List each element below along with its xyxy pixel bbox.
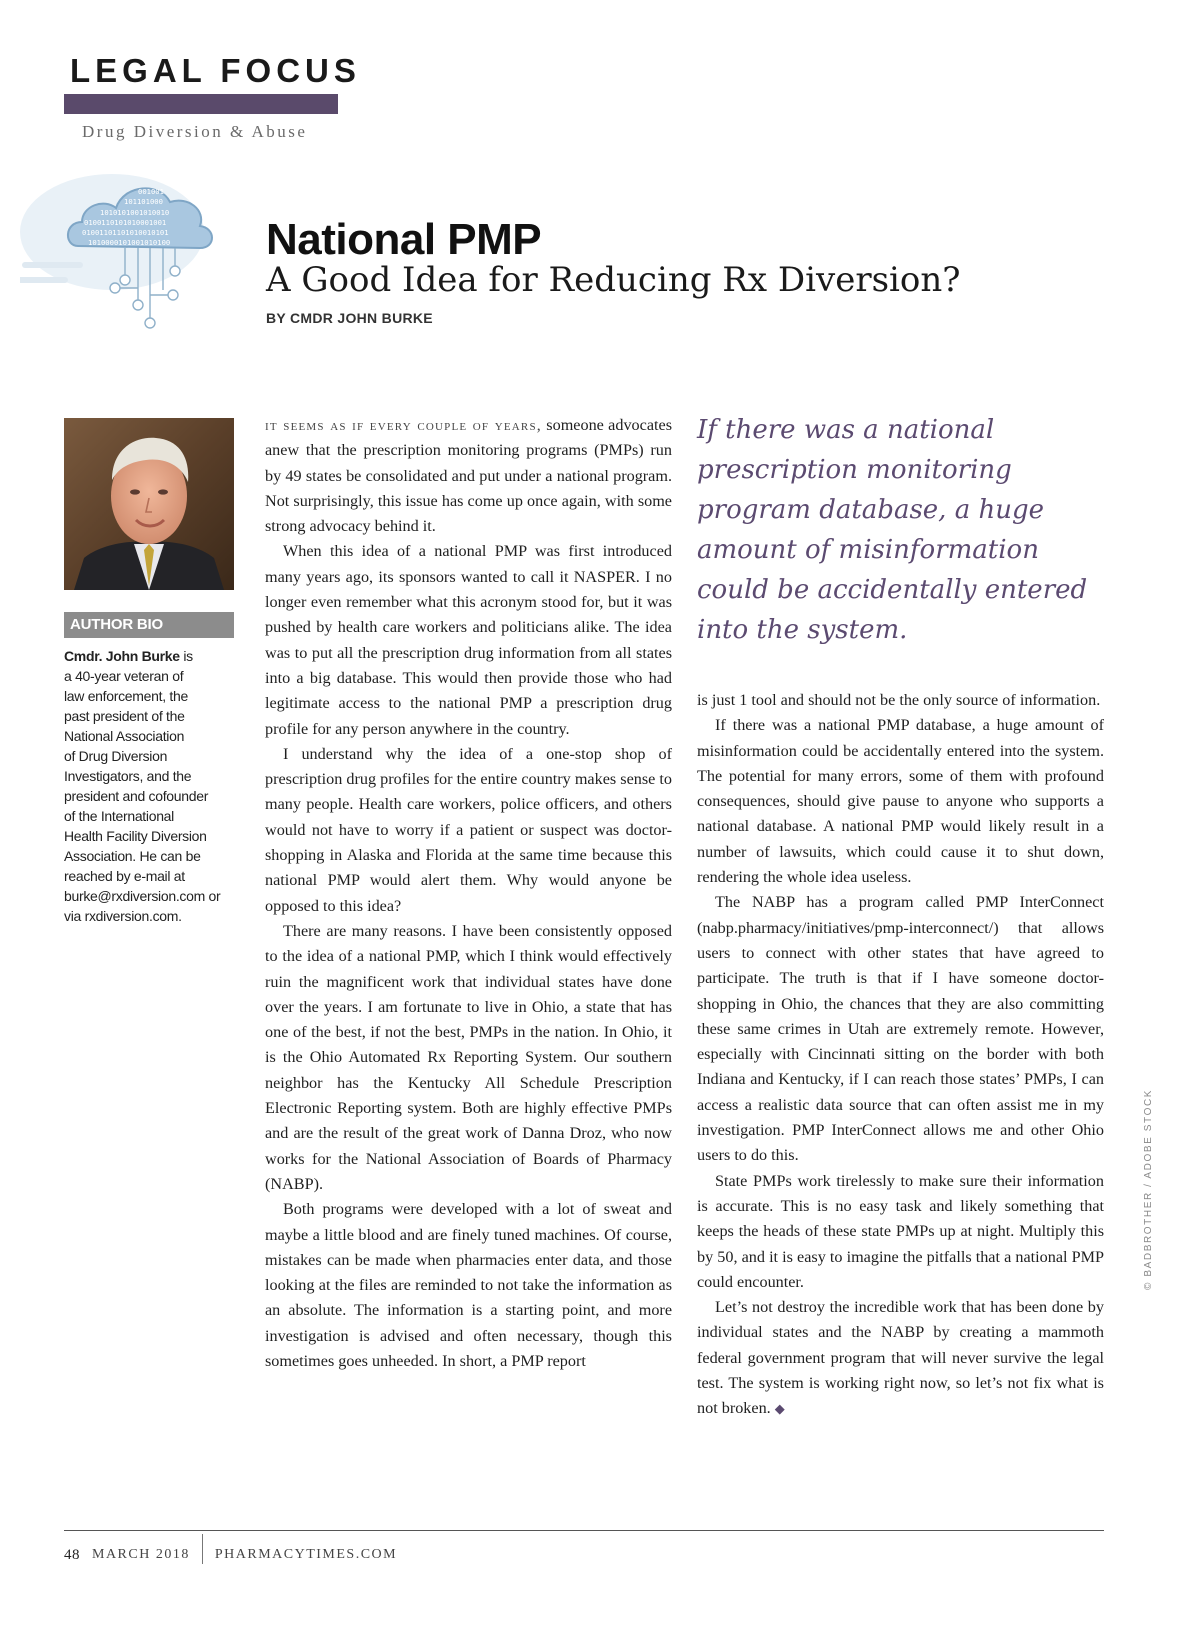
body-paragraph: is just 1 tool and should not be the only source of information.: [697, 691, 1101, 709]
byline: BY CMDR JOHN BURKE: [266, 310, 433, 326]
cloud-digits-line: 001001: [138, 187, 164, 196]
bio-line: of the International: [64, 808, 174, 824]
body-paragraph: it seems as if every couple of years, someone advocates anew that the prescription monitoring programs (PMPs) run by 49 states be consolidated and put under a national program. Not surprisingly, this issue has come up once again, with some strong advocacy behind it.: [265, 416, 672, 536]
cloud-digits-line: 01001101101010010101: [82, 228, 169, 237]
author-bio-label: AUTHOR BIO: [64, 612, 234, 638]
article-headline: National PMP: [266, 215, 542, 264]
body-paragraph: Let’s not destroy the incredible work that has been done by individual states and the NABP by creating a mammoth federal government program that will never survive the legal test. The system is working right now, so let’s not fix what is not broken. ◆: [697, 1298, 1104, 1418]
cloud-digits-line: 0100110101010001001: [84, 218, 167, 227]
cloud-digits-line: 1010000101001010100: [88, 238, 171, 247]
bio-line: Investigators, and the: [64, 768, 192, 784]
body-paragraph: Both programs were developed with a lot of sweat and maybe a little blood and are finely tuned machines. Of course, mistakes can be made when pharmacies enter data, and those looking at the files are reminded to not take the information as an absolute. The information is a starting point, and more investigation is advised and often necessary, though this sometimes goes unheeded. In short, a PMP report: [265, 1200, 672, 1370]
article-subheadline: A Good Idea for Reducing Rx Diversion?: [266, 260, 961, 300]
end-mark-icon: ◆: [774, 1401, 785, 1417]
bio-line: is: [183, 648, 193, 664]
footer-separator: [202, 1534, 203, 1564]
body-paragraph: State PMPs work tirelessly to make sure their information is accurate. This is no easy task and likely something that keeps the heads of these state PMPs up at night. Multiply this by 50, and it is easy to imagine the pitfalls that a national PMP could encounter.: [697, 1171, 1104, 1291]
footer-rule: [64, 1530, 1104, 1531]
bio-line: Health Facility Diversion: [64, 828, 207, 844]
bio-line: a 40-year veteran of: [64, 668, 184, 684]
body-paragraph: When this idea of a national PMP was first introduced many years ago, its sponsors wanted to call it NASPER. I no longer even remember what this acronym stood for, but it was pushed by health care workers and politicians alike. The idea was to put all the prescription drug information from all states into a big database. This would then provide those who had legitimate access to the national PMP a prescription drug profile for any person anywhere in the country.: [265, 542, 672, 738]
bio-line: National Association: [64, 728, 185, 744]
author-photo: [64, 418, 234, 590]
author-bio: [64, 646, 236, 926]
footer: [64, 1540, 397, 1570]
pull-quote: If there was a national prescription monitoring program database, a huge amount of misinformation could be accidentally entered into the system.: [697, 415, 1088, 645]
bio-line: of Drug Diversion: [64, 748, 168, 764]
body-paragraph: There are many reasons. I have been consistently opposed to the idea of a national PMP, which I think would effectively ruin the magnificent work that individual states have done over the years. I am fortunate to live in Ohio, a state that has one of the best, if not the best, PMPs in the nation. In Ohio, it is the Ohio Automated Rx Reporting System. Our southern neighbor has the Kentucky All Schedule Prescription Electronic Reporting system. Both are highly effective PMPs and are the result of the great work of Danna Droz, who now works for the National Association of Boards of Pharmacy (NABP).: [265, 921, 672, 1193]
body-paragraph: I understand why the idea of a one-stop shop of prescription drug profiles for the entire country makes sense to many people. Health care workers, police officers, and others would not have to worry if a patient or suspect was doctor-shopping in Alaska and Florida at the same time because this national PMP would alert them. Why would anyone be opposed to this idea?: [265, 744, 672, 915]
bio-line: past president of the: [64, 708, 185, 724]
data-cloud-illustration: [20, 170, 255, 345]
body-column-right: [697, 688, 1104, 1422]
section-bar: [64, 94, 338, 114]
lead-in: it seems as if every couple of years,: [265, 417, 542, 434]
bio-line: via rxdiversion.com.: [64, 908, 182, 924]
bio-line: burke@rxdiversion.com or: [64, 888, 221, 904]
body-column-left: [265, 413, 672, 1374]
author-name: Cmdr. John Burke: [64, 648, 180, 664]
section-subtitle: Drug Diversion & Abuse: [82, 122, 308, 141]
cloud-digits-line: 101101000: [124, 197, 163, 206]
bio-line: law enforcement, the: [64, 688, 188, 704]
bio-line: president and cofounder: [64, 788, 209, 804]
issue-date: MARCH 2018: [92, 1547, 190, 1562]
site-name: PHARMACYTIMES.COM: [214, 1547, 398, 1562]
page-number: 48: [64, 1546, 80, 1563]
cloud-digits-line: 1010101001010010: [100, 208, 170, 217]
section-title: LEGAL FOCUS: [70, 52, 361, 89]
body-paragraph: The NABP has a program called PMP InterConnect (nabp.pharmacy/initiatives/pmp-interconnect/) that allows users to connect with other states that have agreed to participate. The truth is that if I have someone doctor-shopping in Ohio, the chances that they are also committing these same crimes in Utah are extremely remote. However, especially with Cincinnati sitting on the border with both Indiana and Kentucky, if I can reach those states’ PMPs, I can access a realistic data source that can often assist me in my investigation. PMP InterConnect allows me and other Ohio users to do this.: [697, 893, 1104, 1165]
body-paragraph: If there was a national PMP database, a huge amount of misinformation could be accidentally entered into the system. The potential for many errors, some of them with profound consequences, should give pause to anyone who supports a national database. A national PMP would likely result in a number of lawsuits, which could cause it to shut down, rendering the whole idea useless.: [697, 716, 1104, 887]
bio-line: reached by e-mail at: [64, 868, 185, 884]
photo-credit: © BADBROTHER / ADOBE STOCK: [1143, 1088, 1154, 1290]
bio-line: Association. He can be: [64, 848, 201, 864]
